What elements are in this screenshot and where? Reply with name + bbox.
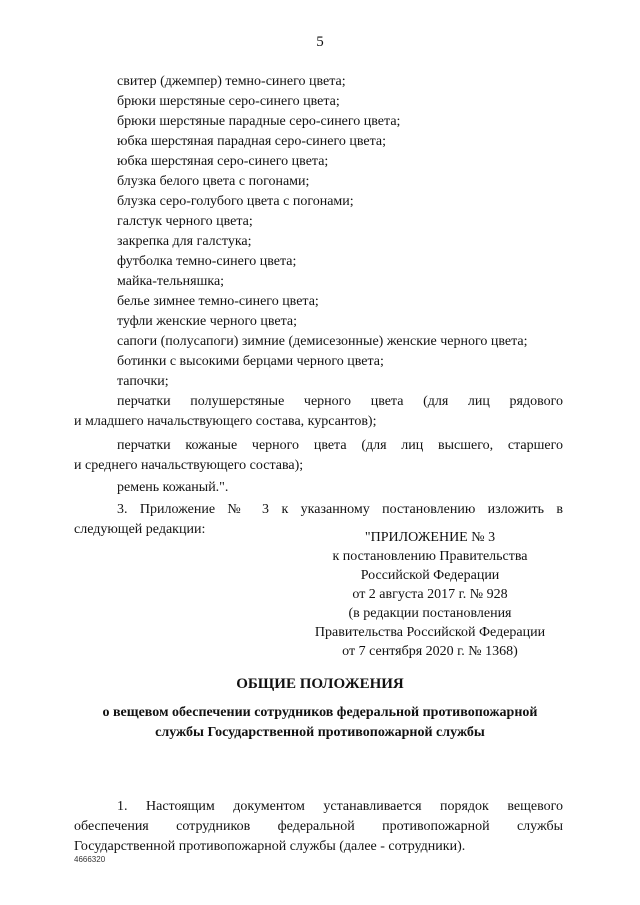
- approval-line: (в редакции постановления: [348, 606, 512, 621]
- approval-line: Российской Федерации: [360, 568, 500, 583]
- appendix-heading: "ПРИЛОЖЕНИЕ № 3: [364, 530, 496, 545]
- gloves-wool-line1: перчатки полушерстяные черного цвета (для лиц рядового: [117, 394, 563, 409]
- subtitle-line: службы Государственной противопожарной службы: [155, 725, 485, 740]
- list-item: блузка серо-голубого цвета с погонами;: [117, 194, 354, 209]
- list-item: юбка шерстяная парадная серо-синего цвета;: [117, 134, 386, 149]
- document-code: 4666320: [74, 855, 106, 864]
- page-number: 5: [316, 34, 324, 50]
- approval-stamp-block: [300, 528, 560, 661]
- list-item-belt: ремень кожаный.".: [117, 480, 229, 495]
- list-item: тапочки;: [117, 374, 169, 389]
- gloves-wool-line2: и младшего начальствующего состава, курсантов);: [74, 414, 377, 429]
- list-item: ботинки с высокими берцами черного цвета;: [117, 354, 384, 369]
- subtitle-line: о вещевом обеспечении сотрудников федеральной противопожарной: [102, 705, 538, 720]
- list-item: белье зимнее темно-синего цвета;: [117, 294, 319, 309]
- list-item: брюки шерстяные парадные серо-синего цвета;: [117, 114, 401, 129]
- section-subtitle: [60, 703, 580, 743]
- clothing-list: [74, 72, 563, 540]
- list-item: галстук черного цвета;: [117, 214, 253, 229]
- approval-line: к постановлению Правительства: [332, 549, 528, 564]
- clause-3-line2: следующей редакции:: [74, 522, 206, 537]
- paragraph-1-line1: 1. Настоящим документом устанавливается порядок вещевого: [117, 799, 563, 814]
- approval-line: Правительства Российской Федерации: [314, 625, 546, 640]
- section-title: ОБЩИЕ ПОЛОЖЕНИЯ: [236, 676, 404, 692]
- list-item: юбка шерстяная серо-синего цвета;: [117, 154, 329, 169]
- list-item: брюки шерстяные серо-синего цвета;: [117, 94, 340, 109]
- list-item: футболка темно-синего цвета;: [117, 254, 297, 269]
- list-item: туфли женские черного цвета;: [117, 314, 297, 329]
- list-item: сапоги (полусапоги) зимние (демисезонные) женские черного цвета;: [117, 334, 528, 349]
- approval-line: от 7 сентября 2020 г. № 1368): [342, 644, 518, 659]
- paragraph-1-line3: Государственной противопожарной службы (далее - сотрудники).: [74, 839, 466, 854]
- gloves-leather-line1: перчатки кожаные черного цвета (для лиц высшего, старшего: [117, 438, 563, 453]
- paragraph-1-line2: обеспечения сотрудников федеральной противопожарной службы: [74, 819, 563, 834]
- list-item: свитер (джемпер) темно-синего цвета;: [117, 74, 346, 89]
- list-item: закрепка для галстука;: [117, 234, 252, 249]
- list-item: блузка белого цвета с погонами;: [117, 174, 310, 189]
- gloves-leather-line2: и среднего начальствующего состава);: [74, 458, 304, 473]
- approval-line: от 2 августа 2017 г. № 928: [352, 587, 508, 602]
- list-item: майка-тельняшка;: [117, 274, 225, 289]
- paragraph-1: [74, 797, 563, 857]
- clause-3-line1: 3. Приложение № 3 к указанному постановлению изложить в: [117, 502, 563, 517]
